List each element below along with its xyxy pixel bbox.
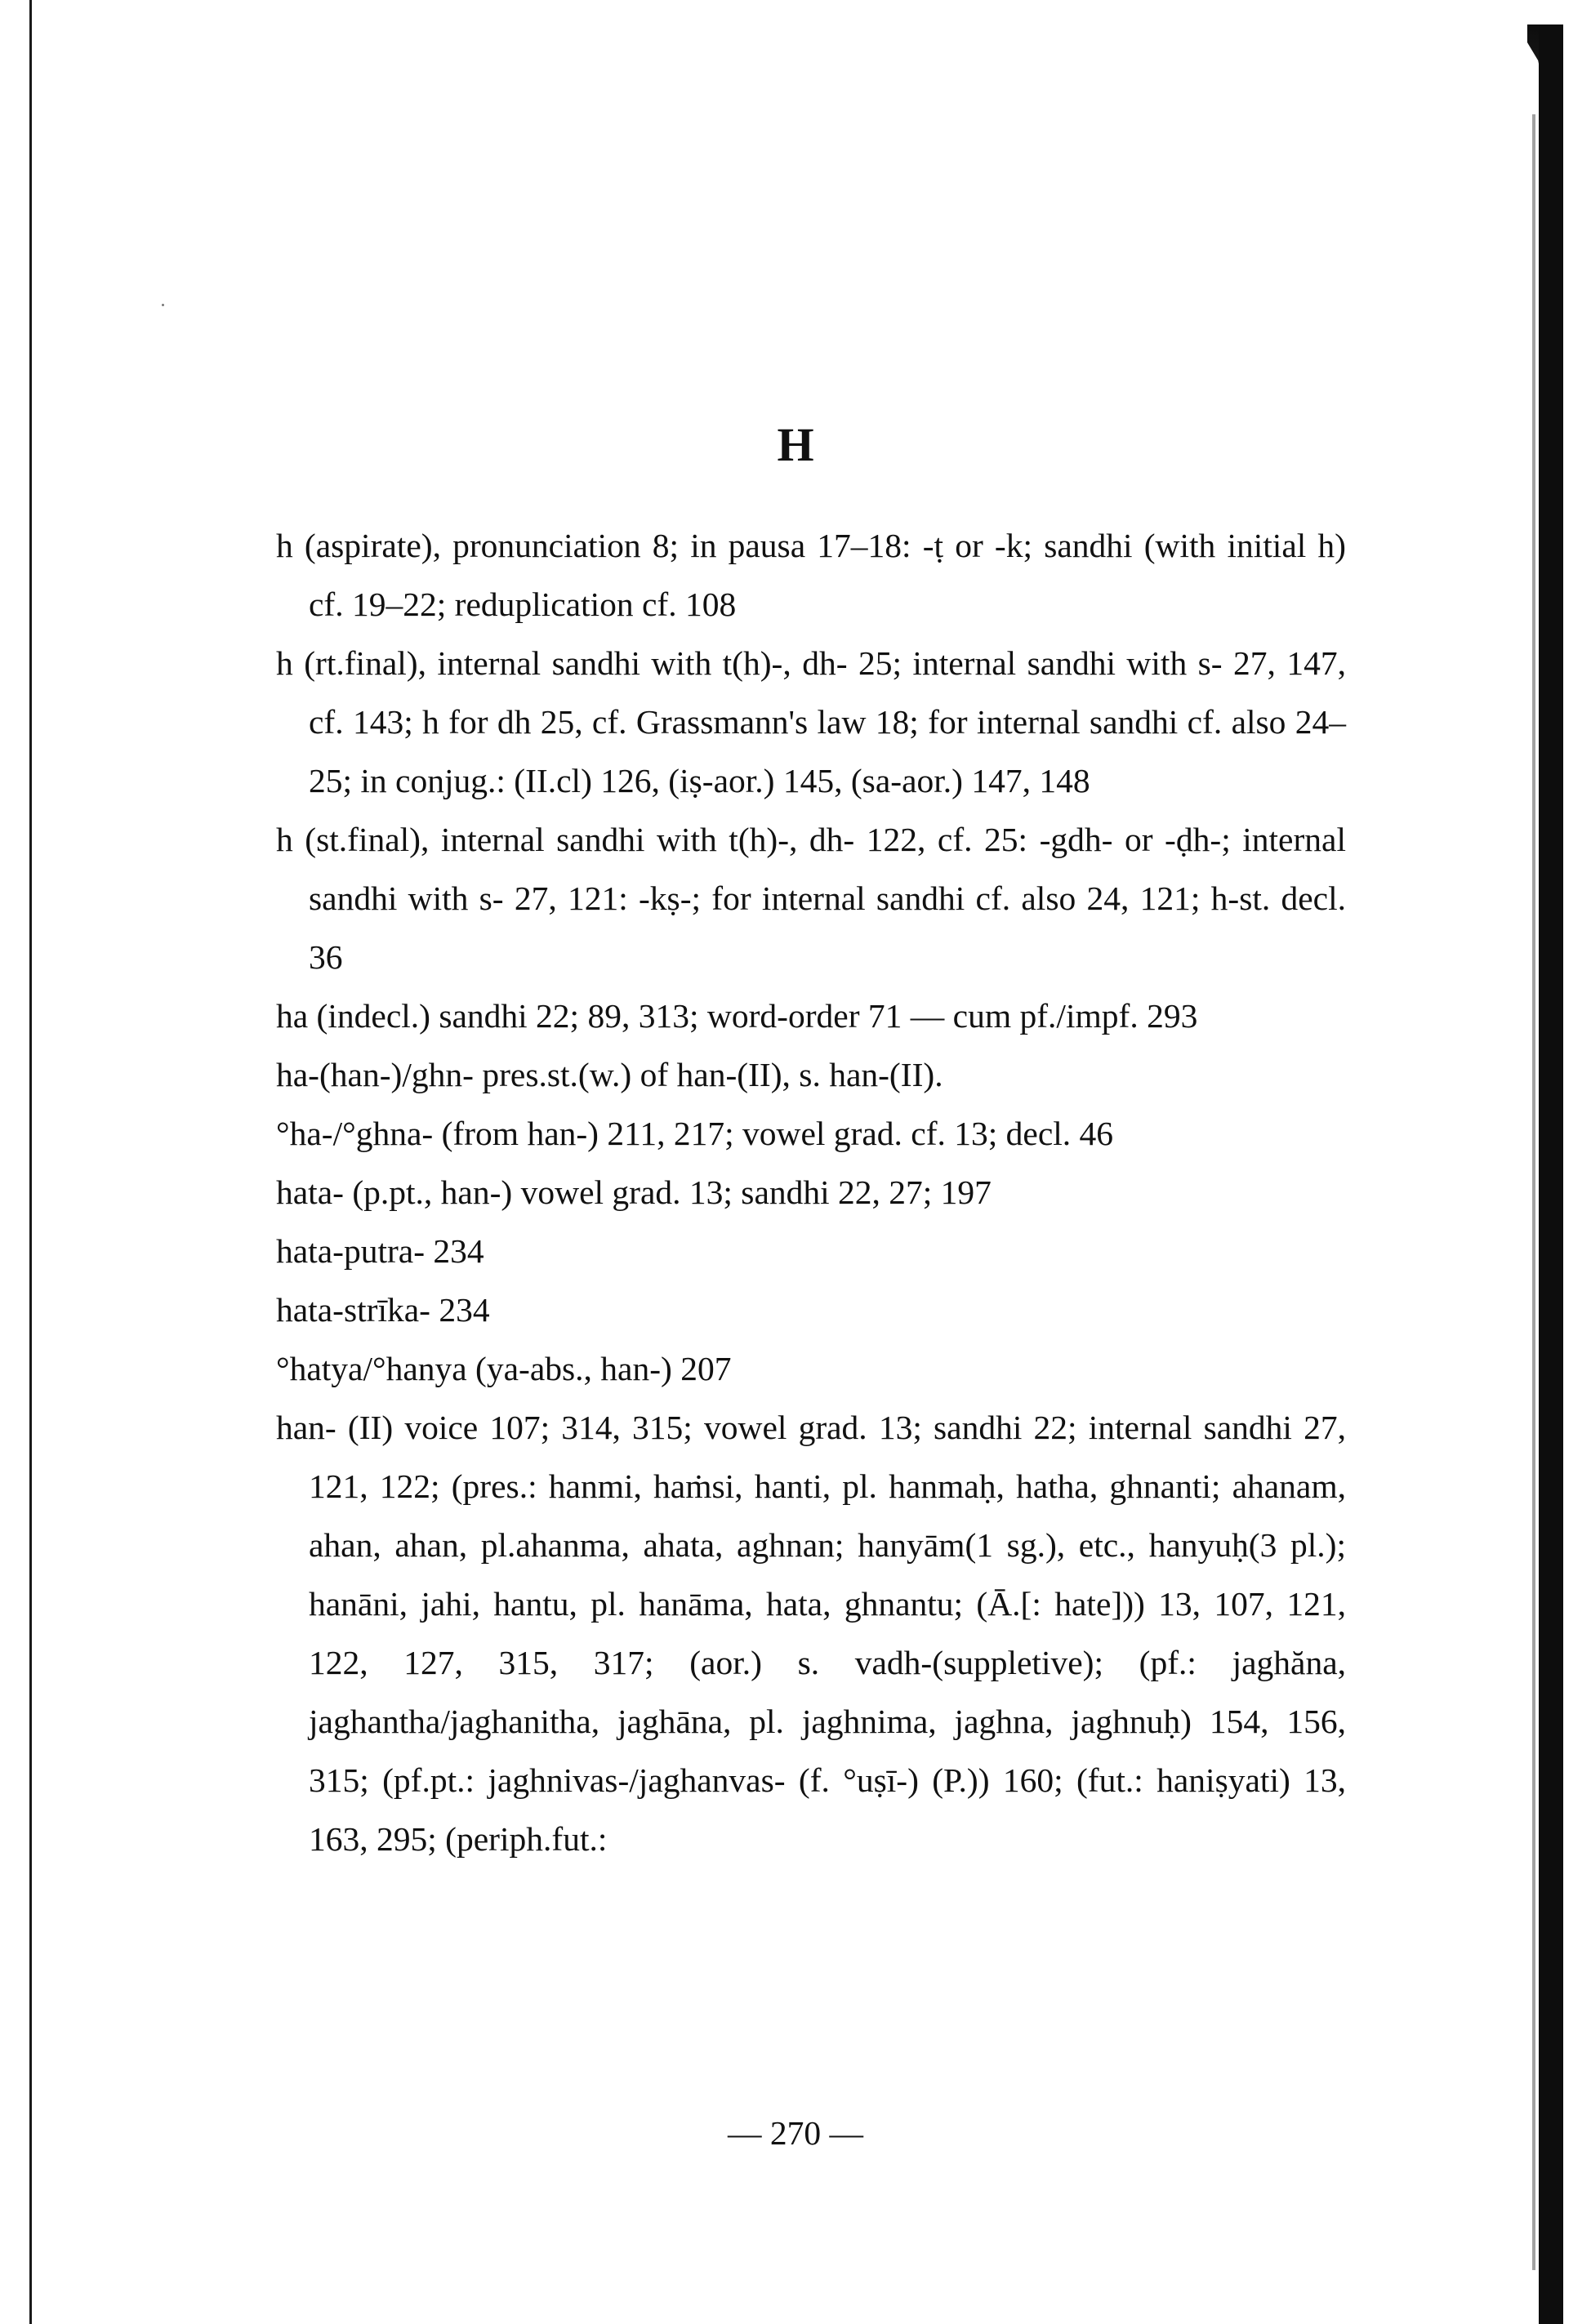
index-entry: ha (indecl.) sandhi 22; 89, 313; word-order 71 — cum pf./impf. 293 [276, 997, 1198, 1035]
scan-speck [162, 304, 164, 306]
index-entry: °hatya/°hanya (ya-abs., han-) 207 [276, 1350, 732, 1387]
index-entry: hata- (p.pt., han-) vowel grad. 13; sandhi 22, 27; 197 [276, 1173, 992, 1211]
index-entry: ha-(han-)/ghn- pres.st.(w.) of han-(II), s. han-(II). [276, 1056, 943, 1093]
index-entry: han- (II) voice 107; 314, 315; vowel grad. 13; sandhi 22; internal sandhi 27, 121, 122; (pres.: hanmi, haṁsi, hanti, pl. hanmaḥ, hatha, ghnanti; ahanam, ahan, ahan, pl.ahanma, ahata, aghnan; hanyām(1 sg.), etc., hanyuḥ(3 pl.); hanāni, jahi, hantu, pl. hanāma, hata, ghnantu; (Ā.[: hate])) 13, 107, 121, 122, 127, 315, 317; (aor.) s. vadh-(suppletive); (pf.: jaghăna, jaghantha/jaghanitha, jaghāna, pl. jaghnima, jaghna, jaghnuḥ) 154, 156, 315; (pf.pt.: jaghnivas-/jaghanvas- (f. °uṣī-) (P.)) 160; (fut.: haniṣyati) 13, 163, 295; (periph.fut.: [276, 1409, 1346, 1858]
index-entry: h (aspirate), pronunciation 8; in pausa 17–18: -ṭ or -k; sandhi (with initial h) cf. 19–22; reduplication cf. 108 [276, 527, 1346, 623]
page-number: — 270 — [728, 2114, 863, 2152]
page-edge-left [29, 0, 32, 2324]
page-edge-right [1539, 24, 1563, 2324]
index-entries [276, 516, 1346, 1868]
index-entry: hata-strīka- 234 [276, 1291, 490, 1329]
index-entry: °ha-/°ghna- (from han-) 211, 217; vowel grad. cf. 13; decl. 46 [276, 1115, 1114, 1152]
index-entry: hata-putra- 234 [276, 1232, 484, 1270]
section-letter: H [777, 418, 814, 471]
index-entry: h (st.final), internal sandhi with t(h)-, dh- 122, cf. 25: -gdh- or -ḍh-; internal sandhi with s- 27, 121: -kṣ-; for internal sandhi cf. also 24, 121; h-st. decl. 36 [276, 821, 1346, 976]
index-entry: h (rt.final), internal sandhi with t(h)-, dh- 25; internal sandhi with s- 27, 147, cf. 143; h for dh 25, cf. Grassmann's law 18; for internal sandhi cf. also 24–25; in conjug.: (II.cl) 126, (iṣ-aor.) 145, (sa-aor.) 147, 148 [276, 644, 1346, 799]
